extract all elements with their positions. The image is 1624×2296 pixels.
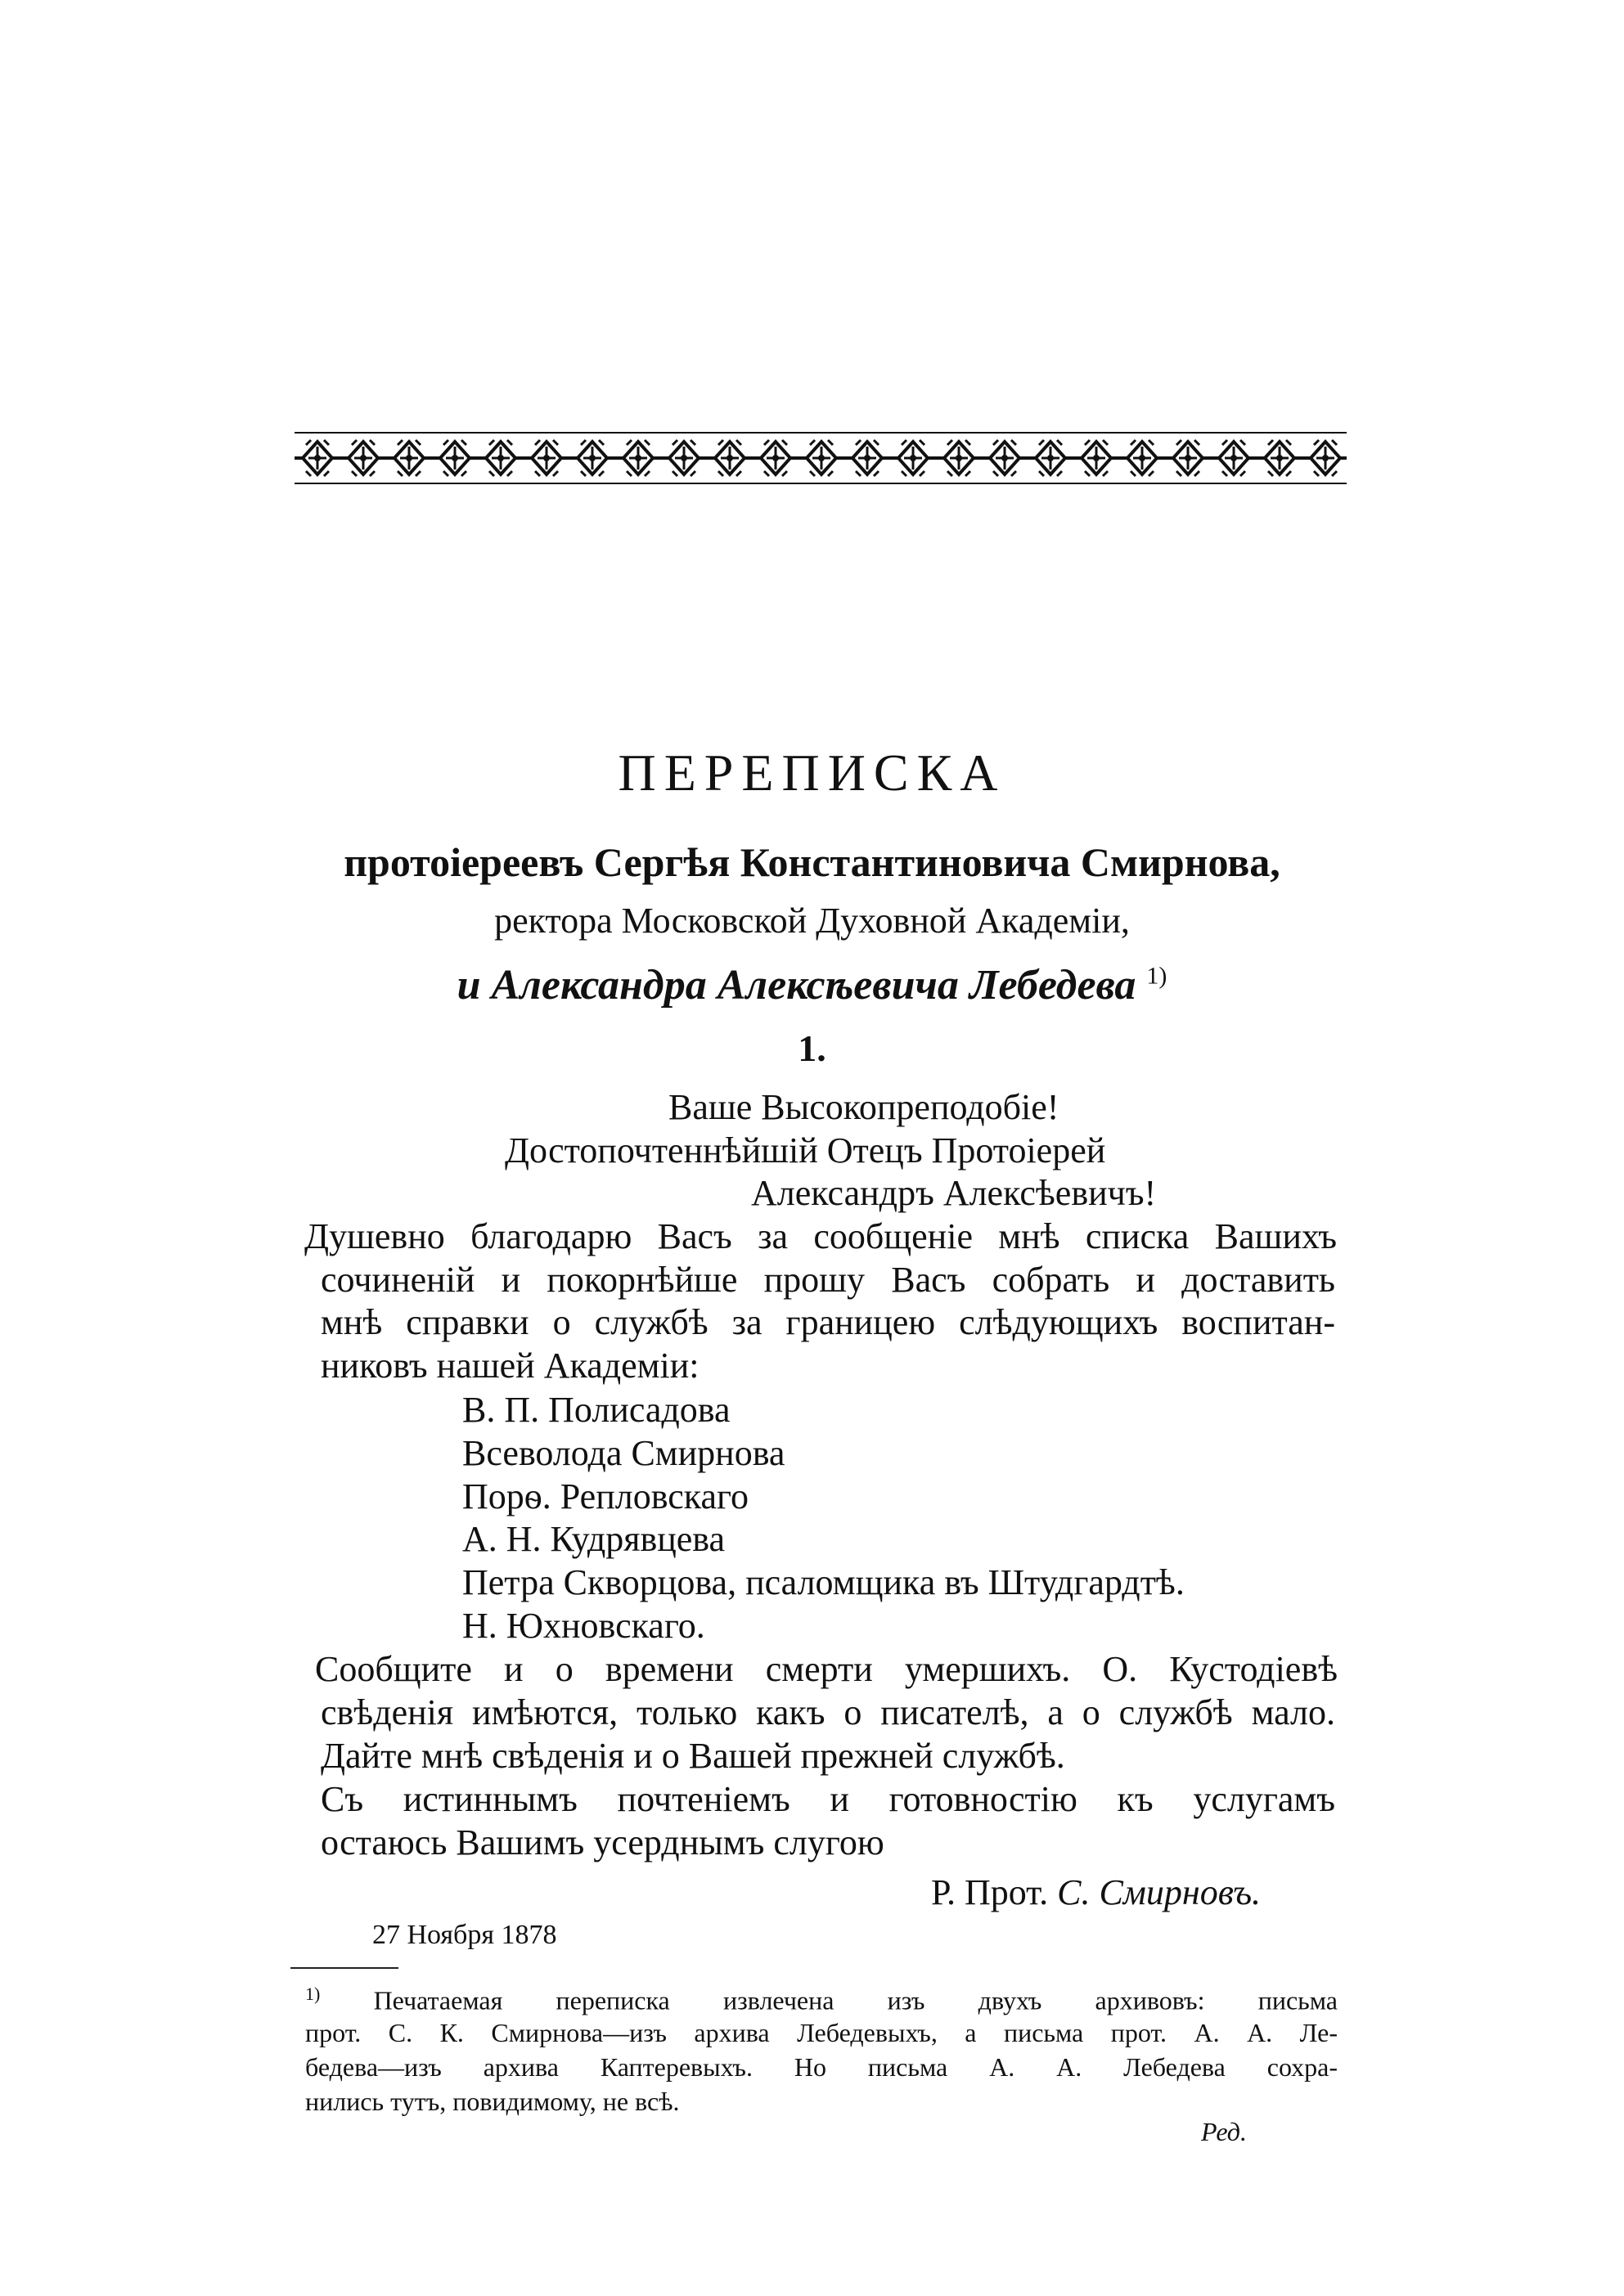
student-name: Петра Скворцова, псаломщика въ Штудгардтѣ. <box>462 1562 1185 1602</box>
signature-rank: Р. Прот. <box>931 1872 1049 1912</box>
letter-paragraph-line: мнѣ справки о службѣ за границею слѣдующихъ воспитан- <box>321 1302 1335 1342</box>
subtitle-authors: протоіереевъ Сергѣя Константиновича Смирнова, <box>344 839 1280 885</box>
ornament-graphic <box>295 430 1347 486</box>
letter-paragraph-line: никовъ нашей Академіи: <box>321 1346 700 1386</box>
letter-paragraph-line: остаюсь Вашимъ усерднымъ слугою <box>321 1822 884 1862</box>
subtitle-second-author <box>0 961 1624 1009</box>
ornamental-band <box>295 430 1347 486</box>
editor-mark: Ред. <box>1201 2117 1247 2146</box>
student-name: А. Н. Кудрявцева <box>462 1519 726 1559</box>
student-name: Порѳ. Репловскаго <box>462 1476 749 1516</box>
subtitle-position: ректора Московской Духовной Академіи, <box>494 901 1130 941</box>
footnote-line: прот. С. К. Смирнова—изъ архива Лебедевыхъ, а письма прот. А. А. Ле- <box>305 2018 1338 2047</box>
salutation-line: Достопочтеннѣйшій Отецъ Протоіерей <box>505 1130 1106 1170</box>
footnote-line: нились тутъ, повидимому, не всѣ. <box>305 2087 680 2116</box>
letter-paragraph-line: Душевно благодарю Васъ за сообщеніе мнѣ списка Вашихъ <box>304 1216 1337 1256</box>
second-author-name: и Александра Алексѣевича Лебедева <box>457 962 1136 1009</box>
signature <box>931 1872 1262 1912</box>
salutation-line: Ваше Высокопреподобіе! <box>668 1087 1059 1127</box>
student-name: Всеволода Смирнова <box>462 1433 785 1473</box>
letter-number: 1. <box>798 1027 826 1069</box>
footnote-marker: 1) <box>305 1984 321 2004</box>
salutation-line: Александръ Алексѣевичъ! <box>751 1173 1157 1213</box>
student-name: В. П. Полисадова <box>462 1390 731 1430</box>
signature-name: С. Смирновъ. <box>1057 1872 1262 1912</box>
footnote-divider <box>290 1967 398 1969</box>
footnote-text: Печатаемая переписка извлечена изъ двухъ архивовъ: письма <box>373 1985 1338 2015</box>
footnote-reference: 1) <box>1146 962 1167 990</box>
letter-paragraph-line: Сообщите и о времени смерти умершихъ. О. Кустодіевѣ <box>315 1649 1338 1689</box>
footnote-line: бедева—изъ архива Каптеревыхъ. Но письма А. А. Лебедева сохра- <box>305 2052 1338 2082</box>
student-name: Н. Юхновскаго. <box>462 1606 705 1646</box>
document-title: ПЕРЕПИСКА <box>618 744 1006 802</box>
footnote-line <box>305 1985 1338 2014</box>
letter-date: 27 Ноября 1878 <box>372 1920 557 1950</box>
letter-paragraph-line: Дайте мнѣ свѣденія и о Вашей прежней службѣ. <box>321 1736 1065 1776</box>
letter-paragraph-line: свѣденія имѣются, только какъ о писателѣ, а о службѣ мало. <box>321 1692 1335 1732</box>
letter-paragraph-line: сочиненій и покорнѣйше прошу Васъ собрать и доставить <box>321 1260 1335 1300</box>
letter-paragraph-line: Съ истиннымъ почтеніемъ и готовностію къ услугамъ <box>321 1779 1335 1819</box>
